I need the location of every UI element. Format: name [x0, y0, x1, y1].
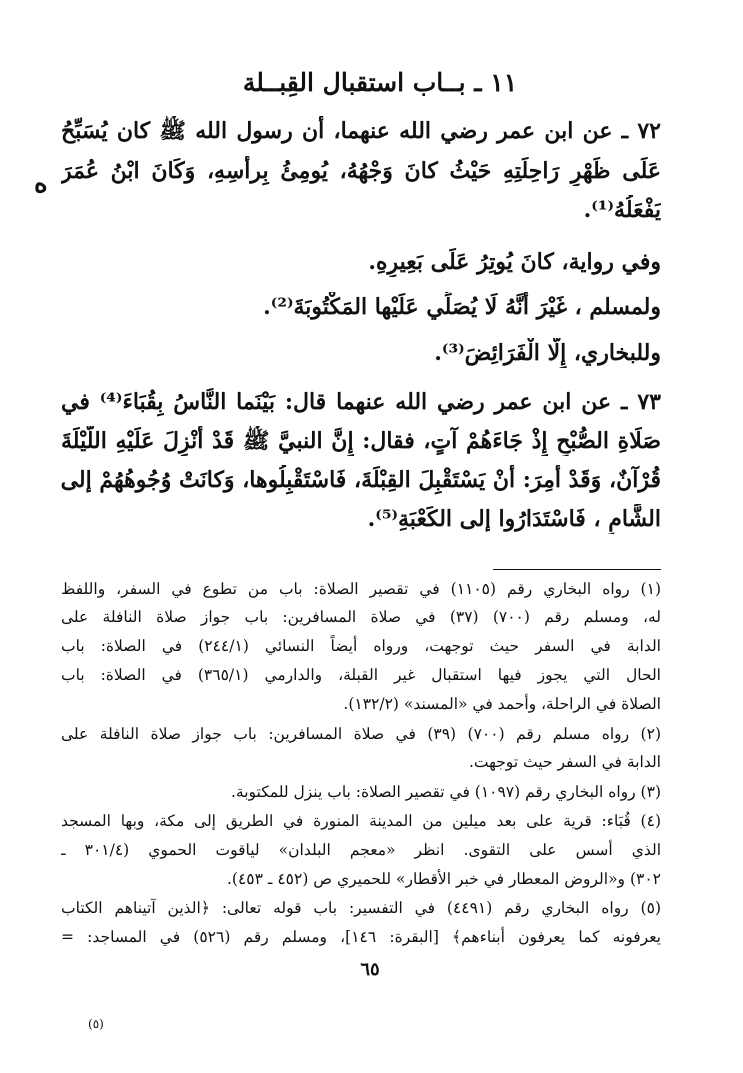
hadith-73-line-3: قُرْآنٌ، وَقَدْ أُمِرَ: أَنْ يَسْتَقْبِلَ القِبْلَةَ، فَاسْتَقْبِلُوها، وَكانَتْ وُجُوهُهُمْ إلى: [61, 467, 661, 493]
riwaya-line-3: وللبخاري، إِلَّا الْفَرَائِضَ⁽³⁾.: [434, 340, 661, 366]
hadith-73-line-2: صَلَاةِ الصُّبْحِ إِذْ جَاءَهُمْ آتٍ، فقال: إِنَّ النبيَّ ﷺ قَدْ أُنْزِلَ عَلَيْهِ اللَّيْلَةَ: [61, 428, 661, 454]
chapter-title: ١١ ـ بــاب استقبال القِبــلة: [242, 68, 518, 97]
hadith-73-line-1: ٧٣ ـ عن ابن عمر رضي الله عنهما قال: بَيْنَما النَّاسُ بِقُبَاءَ⁽⁴⁾ في: [61, 389, 661, 415]
footnote-4-line-3: ٣٠٢) و«الروض المعطار في خبر الأقطار» للحميري ص (٤٥٢ ـ ٤٥٣).: [226, 870, 661, 888]
footnote-1-line-5: الصلاة في الراحلة، وأحمد في «المسند» (١٣٢/٢).: [343, 695, 661, 713]
riwaya-line-1: وفي رواية، كانَ يُوتِرُ عَلَى بَعِيرِهِ.: [368, 249, 661, 275]
footnote-4-line-1: (٤) قُبَاء: قرية على بعد ميلين من المدينة المنورة في الطريق إلى مكة، وبها المسجد: [61, 812, 661, 830]
footnote-1-line-1: (١) رواه البخاري رقم (١١٠٥) في تقصير الصلاة: باب من تطوع في السفر، واللفظ: [61, 580, 661, 598]
hadith-73-line-4: الشَّامِ ، فَاسْتَدَارُوا إلى الكَعْبَةِ⁽⁵⁾.: [367, 506, 661, 532]
footnote-1-line-3: الدابة في السفر حيث توجهت، ورواه أيضاً النسائي (٢٤٤/١) في الصلاة: باب: [61, 637, 661, 655]
sheet-mark: (٥): [88, 1017, 104, 1031]
footnote-2-line-2: الدابة في السفر حيث توجهت.: [468, 753, 661, 771]
footnote-1-line-4: الحال التي يجوز فيها استقبال غير القبلة، والدارمي (٣٦٥/١) في الصلاة: باب: [61, 666, 661, 684]
footnote-3-line-1: (٣) رواه البخاري رقم (١٠٩٧) في تقصير الصلاة: باب ينزل للمكتوبة.: [230, 783, 661, 801]
footnote-separator: [493, 569, 661, 570]
hadith-72-line-1: ٧٢ ـ عن ابن عمر رضي الله عنهما، أن رسول الله ﷺ كان يُسَبِّحُ: [61, 118, 661, 144]
footnote-5-line-2: يعرفونه كما يعرفون أبناءهم﴾ [البقرة: ١٤٦]، ومسلم رقم (٥٢٦) في المساجد: =: [61, 928, 661, 946]
page-number: ٦٥: [360, 959, 380, 980]
margin-mark: ه: [34, 169, 48, 199]
footnote-1-line-2: له، ومسلم رقم (٧٠٠) (٣٧) في صلاة المسافرين: باب جواز صلاة النافلة على: [61, 608, 661, 626]
footnote-5-line-1: (٥) رواه البخاري رقم (٤٤٩١) في التفسير: باب قوله تعالى: ﴿الذين آتيناهم الكتاب: [61, 899, 661, 917]
footnote-2-line-1: (٢) رواه مسلم رقم (٧٠٠) (٣٩) في صلاة المسافرين: باب جواز صلاة النافلة على: [61, 725, 661, 743]
footnote-4-line-2: الذي أسس على التقوى. انظر «معجم البلدان» لياقوت الحموي (٣٠١/٤ ـ: [61, 841, 661, 859]
hadith-72-line-2: عَلَى ظَهْرِ رَاحِلَتِهِ حَيْثُ كانَ وَجْهُهُ، يُومِئُ بِرأسِهِ، وَكَانَ ابْنُ عُمَرَ: [61, 158, 661, 184]
riwaya-line-2: ولمسلم ، غَيْرَ أَنَّهُ لَا يُصَلِّي عَلَيْها المَكْتُوبَةَ⁽²⁾.: [263, 294, 661, 320]
hadith-72-line-3: يَفْعَلُهُ⁽¹⁾.: [583, 197, 661, 223]
